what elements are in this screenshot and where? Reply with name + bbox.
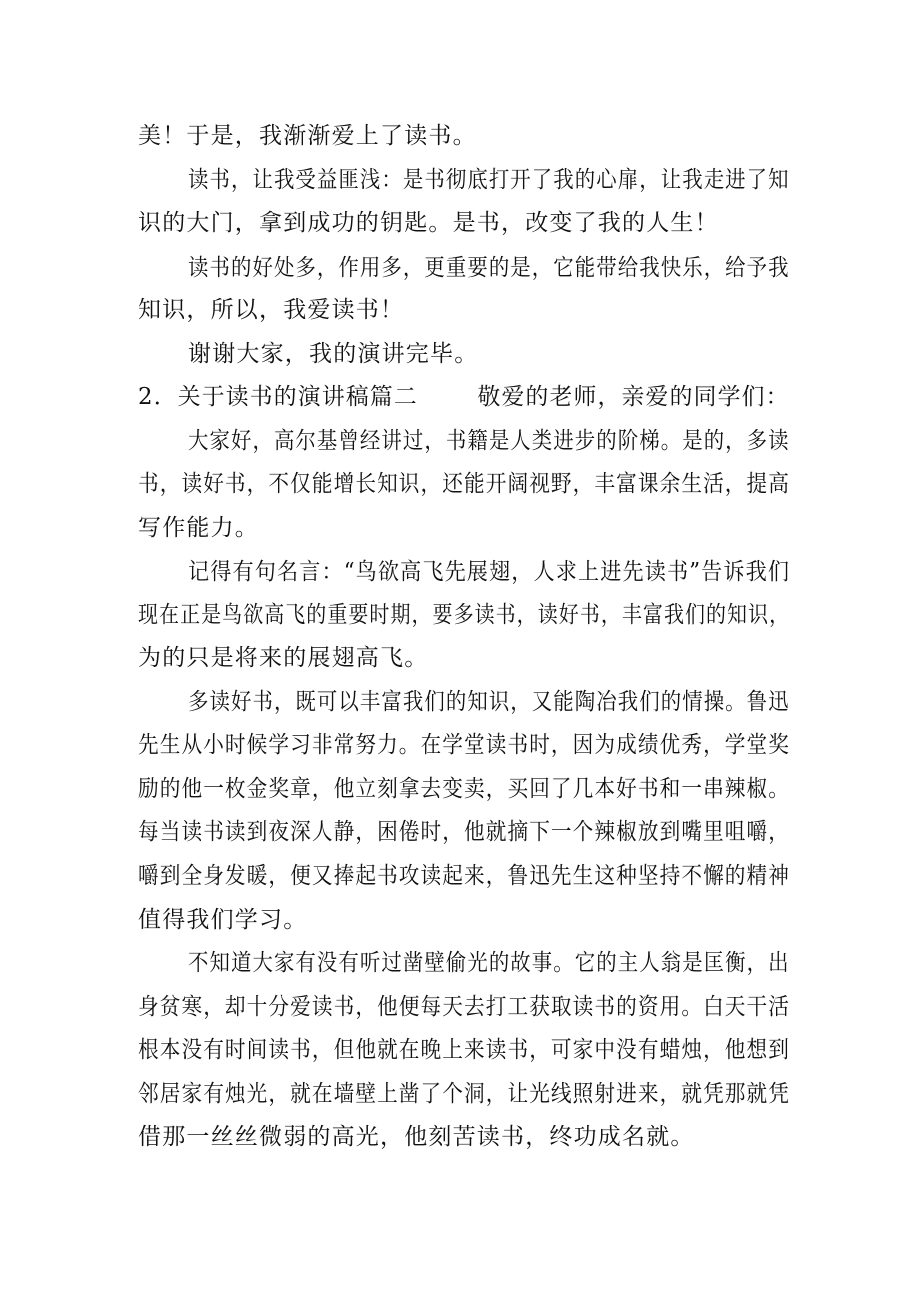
text-line: 值得我们学习。 bbox=[138, 907, 308, 933]
section-title: 2．关于读书的演讲稿篇二 bbox=[138, 384, 418, 410]
text-line: 美！于是，我渐渐爱上了读书。 bbox=[138, 123, 477, 149]
section-heading bbox=[138, 382, 790, 412]
text-line: 为的只是将来的展翅高飞。 bbox=[138, 645, 429, 671]
text-line: 借那一丝丝微弱的高光，他刻苦读书，终功成名就。 bbox=[138, 1124, 695, 1150]
paragraph-first-line: 多读好书，既可以丰富我们的知识，又能陶冶我们的情操。鲁迅 bbox=[188, 689, 790, 715]
text-line: 根本没有时间读书，但他就在晚上来读书，可家中没有蜡烛，他想到 bbox=[138, 1037, 790, 1063]
text-line: 励的他一枚金奖章，他立刻拿去变卖，买回了几本好书和一串辣椒。 bbox=[138, 776, 790, 802]
text-line: 嚼到全身发暖，便又捧起书攻读起来，鲁迅先生这种坚持不懈的精神 bbox=[138, 863, 790, 889]
paragraph-first-line: 谢谢大家，我的演讲完毕。 bbox=[188, 341, 479, 367]
text-line: 知识，所以，我爱读书！ bbox=[138, 297, 405, 323]
text-line: 现在正是鸟欲高飞的重要时期，要多读书，读好书，丰富我们的知识， bbox=[138, 602, 791, 628]
text-line: 写作能力。 bbox=[138, 515, 259, 541]
text-line: 身贫寒，却十分爱读书，他便每天去打工获取读书的资用。白天干活 bbox=[138, 994, 790, 1020]
paragraph-first-line: 不知道大家有没有听过凿壁偷光的故事。它的主人翁是匡衡，出 bbox=[188, 950, 790, 976]
text-line: 识的大门，拿到成功的钥匙。是书，改变了我的人生！ bbox=[138, 210, 719, 236]
text-line: 每当读书读到夜深人静，困倦时，他就摘下一个辣椒放到嘴里咀嚼， bbox=[138, 819, 790, 845]
paragraph-first-line: 记得有句名言：“鸟欲高飞先展翅，人求上进先读书”告诉我们 bbox=[188, 559, 791, 585]
salutation: 敬爱的老师，亲爱的同学们： bbox=[477, 384, 790, 410]
text-line: 书，读好书，不仅能增长知识，还能开阔视野，丰富课余生活，提高 bbox=[138, 471, 790, 497]
text-line: 邻居家有烛光，就在墙壁上凿了个洞，让光线照射进来，就凭那就凭 bbox=[138, 1081, 790, 1107]
paragraph-first-line: 读书，让我受益匪浅：是书彻底打开了我的心扉，让我走进了知 bbox=[188, 167, 790, 193]
paragraph-first-line: 读书的好处多，作用多，更重要的是，它能带给我快乐，给予我 bbox=[188, 255, 790, 281]
paragraph-first-line: 大家好，高尔基曾经讲过，书籍是人类进步的阶梯。是的，多读 bbox=[188, 428, 790, 454]
text-line: 先生从小时候学习非常努力。在学堂读书时，因为成绩优秀，学堂奖 bbox=[138, 732, 790, 758]
